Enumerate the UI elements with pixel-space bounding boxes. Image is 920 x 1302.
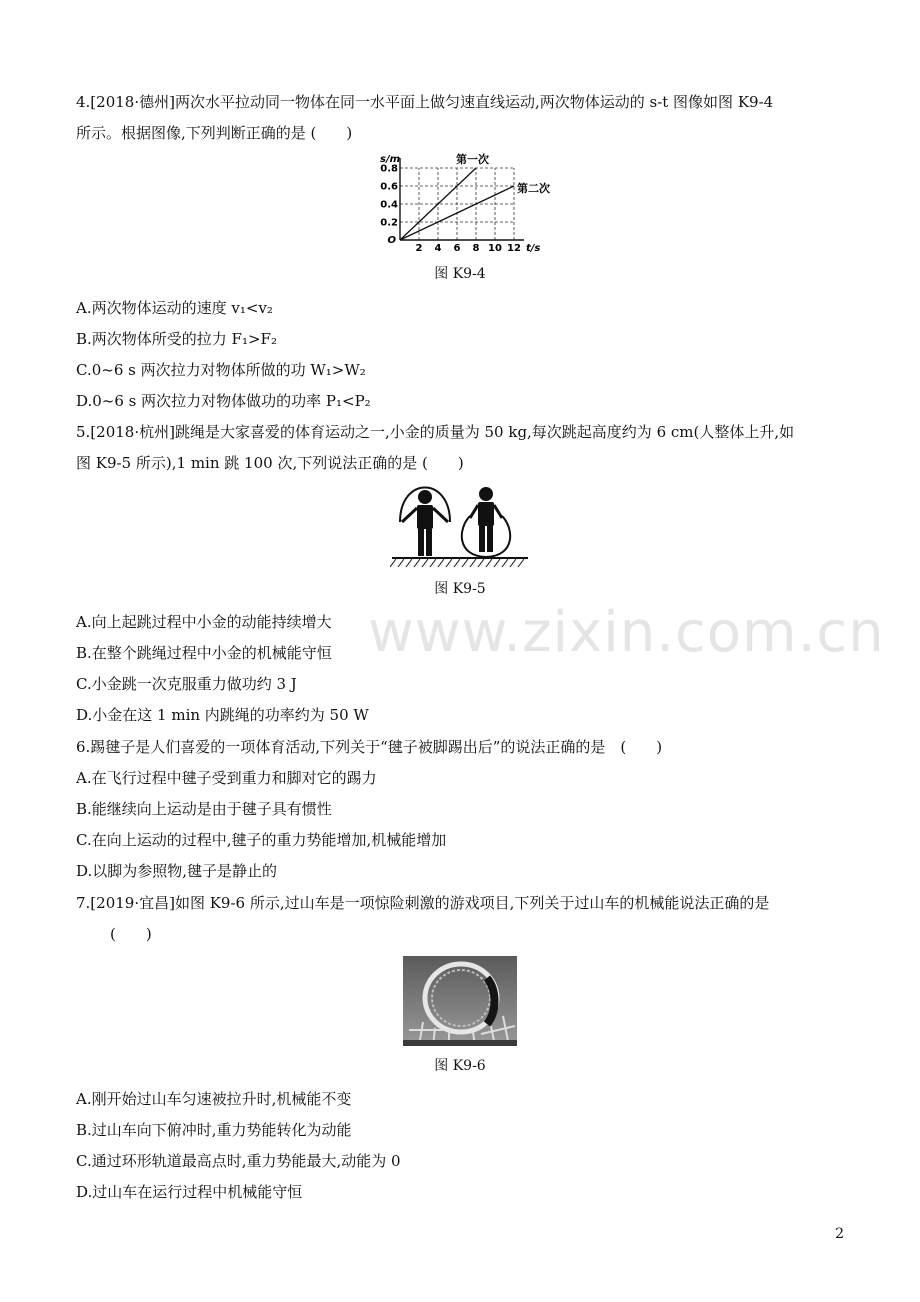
q7-stem-line2: ( ) [110, 925, 152, 943]
x-tick-label: 10 [488, 243, 502, 252]
x-tick-label: 6 [453, 243, 461, 252]
figure-k9-5-caption: 图 K9-5 [434, 581, 486, 597]
y-tick-label: 0.2 [380, 217, 398, 229]
q4-option-b: B.两次物体所受的拉力 F₁>F₂ [76, 330, 277, 348]
x-tick-label: 4 [434, 243, 442, 252]
roller-coaster-photo [403, 956, 517, 1046]
figure-k9-4-caption: 图 K9-4 [434, 266, 486, 282]
series-label: 第二次 [517, 182, 550, 195]
x-tick-label: 2 [415, 243, 423, 252]
q5-option-c: C.小金跳一次克服重力做功约 3 J [76, 675, 297, 693]
st-graph [378, 152, 568, 252]
q5-option-d: D.小金在这 1 min 内跳绳的功率约为 50 W [76, 706, 369, 724]
q5-stem-line2: 图 K9-5 所示),1 min 跳 100 次,下列说法正确的是 ( ) [76, 454, 464, 472]
x-tick-label: 8 [472, 243, 480, 252]
q7-option-a: A.刚开始过山车匀速被拉升时,机械能不变 [76, 1090, 352, 1108]
q6-option-c: C.在向上运动的过程中,毽子的重力势能增加,机械能增加 [76, 831, 447, 849]
jump-rope-figure [390, 480, 530, 572]
y-axis-label: s/m [380, 154, 401, 165]
figure-k9-6-caption: 图 K9-6 [434, 1058, 486, 1074]
q7-stem-line1: 7.[2019·宜昌]如图 K9-6 所示,过山车是一项惊险刺激的游戏项目,下列关于过山车的机械能说法正确的是 [76, 894, 770, 912]
series-label: 第一次 [456, 153, 489, 166]
q7-option-d: D.过山车在运行过程中机械能守恒 [76, 1183, 303, 1201]
q4-option-c: C.0~6 s 两次拉力对物体所做的功 W₁>W₂ [76, 361, 366, 379]
q7-option-b: B.过山车向下俯冲时,重力势能转化为动能 [76, 1121, 352, 1139]
y-tick-label: 0.4 [380, 199, 398, 211]
q6-option-d: D.以脚为参照物,毽子是静止的 [76, 862, 278, 880]
page-number: 2 [835, 1226, 844, 1242]
x-axis-label: t/s [526, 243, 541, 252]
q7-option-c: C.通过环形轨道最高点时,重力势能最大,动能为 0 [76, 1152, 401, 1170]
origin-label: O [387, 235, 396, 246]
q5-stem-line1: 5.[2018·杭州]跳绳是大家喜爱的体育运动之一,小金的质量为 50 kg,每次跳起高度约为 6 cm(人整体上升,如 [76, 423, 795, 441]
q6-stem: 6.踢毽子是人们喜爱的一项体育活动,下列关于“毽子被脚踢出后”的说法正确的是 ( ) [76, 738, 663, 756]
q6-option-b: B.能继续向上运动是由于毽子具有惯性 [76, 800, 332, 818]
q6-option-a: A.在飞行过程中毽子受到重力和脚对它的踢力 [76, 769, 377, 787]
q4-option-a: A.两次物体运动的速度 v₁<v₂ [76, 299, 273, 317]
y-tick-label: 0.8 [380, 163, 398, 175]
q5-option-b: B.在整个跳绳过程中小金的机械能守恒 [76, 644, 332, 662]
q4-option-d: D.0~6 s 两次拉力对物体做功的功率 P₁<P₂ [76, 392, 371, 410]
q5-option-a: A.向上起跳过程中小金的动能持续增大 [76, 613, 332, 631]
q4-stem-line2: 所示。根据图像,下列判断正确的是 ( ) [76, 124, 353, 142]
y-tick-label: 0.6 [380, 181, 398, 193]
x-tick-label: 12 [507, 243, 521, 252]
q4-stem-line1: 4.[2018·德州]两次水平拉动同一物体在同一水平面上做匀速直线运动,两次物体运动的 s-t 图像如图 K9-4 [76, 93, 774, 111]
watermark: www.zixin.com.cn [368, 600, 885, 665]
